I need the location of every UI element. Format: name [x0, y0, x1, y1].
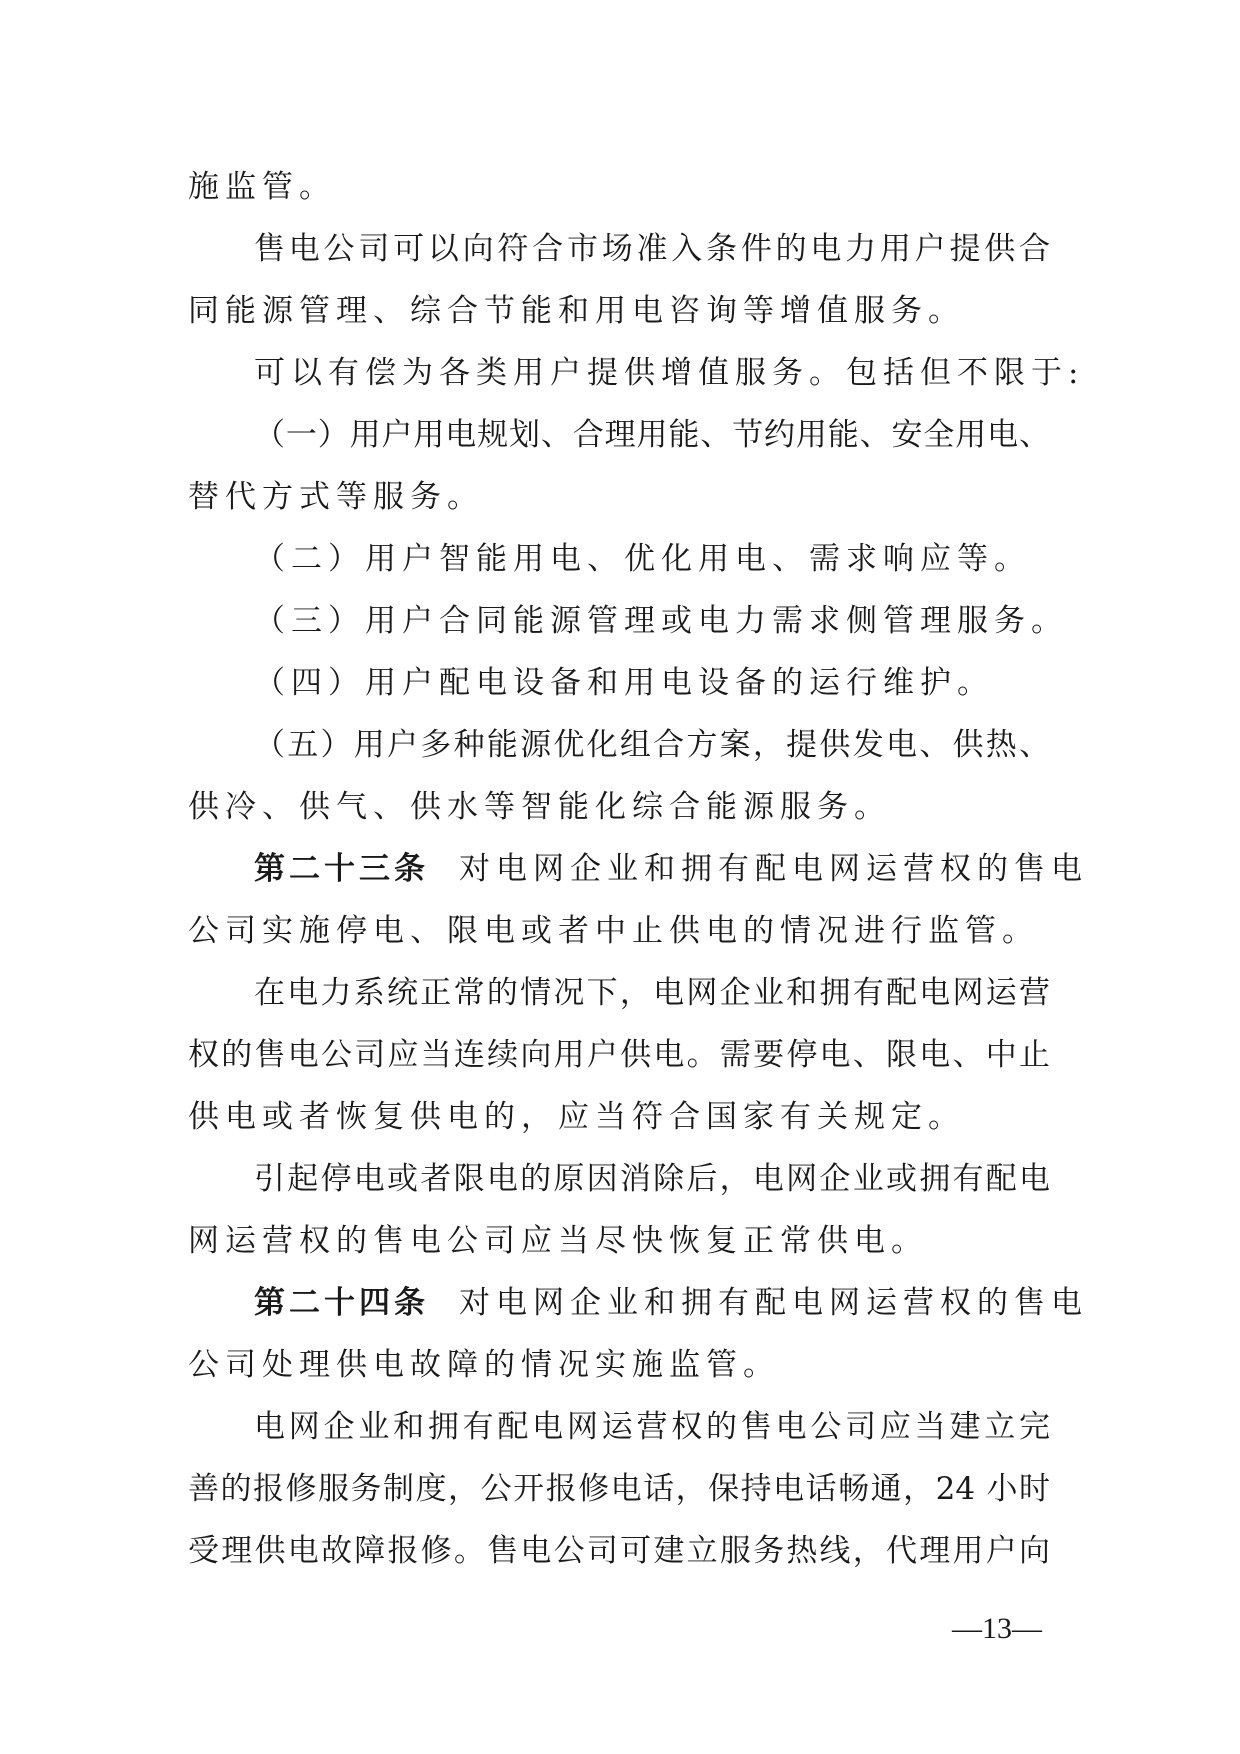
text-line: （四）用户配电设备和用电设备的运行维护。: [254, 665, 994, 701]
text-line: 在电力系统正常的情况下，电网企业和拥有配电网运营: [254, 975, 1050, 1011]
article-heading: 第二十四条: [254, 1285, 429, 1321]
text-line: 可以有偿为各类用户提供增值服务。包括但不限于:: [254, 355, 1085, 391]
text-line: （五）用户多种能源优化组合方案，提供发电、供热、: [254, 727, 1050, 763]
text-line: 网运营权的售电公司应当尽快恢复正常供电。: [188, 1223, 928, 1259]
text-line: 售电公司可以向符合市场准入条件的电力用户提供合: [254, 231, 1050, 267]
text-line: （一）用户用电规划、合理用能、节约用能、安全用电、: [254, 417, 1050, 453]
text-line: 善的报修服务制度，公开报修电话，保持电话畅通，24 小时: [188, 1471, 1050, 1507]
text-line: 受理供电故障报修。售电公司可建立服务热线，代理用户向: [188, 1533, 1050, 1569]
text-line: 公司实施停电、限电或者中止供电的情况进行监管。: [188, 913, 1039, 949]
body-text: [188, 156, 1088, 1582]
text-line: 引起停电或者限电的原因消除后，电网企业或拥有配电: [254, 1161, 1050, 1197]
text-line: 施监管。: [188, 169, 336, 205]
page-number: —13—: [952, 1612, 1042, 1645]
article-heading: 第二十三条: [254, 851, 429, 887]
text-line: 供冷、供气、供水等智能化综合能源服务。: [188, 789, 891, 825]
text-line: 电网企业和拥有配电网运营权的售电公司应当建立完: [254, 1409, 1050, 1445]
article-23-line: [188, 838, 1088, 900]
article-text: 对电网企业和拥有配电网运营权的售电: [459, 851, 1088, 887]
article-24-line: [188, 1272, 1088, 1334]
article-text: 对电网企业和拥有配电网运营权的售电: [459, 1285, 1088, 1321]
text-line: （三）用户合同能源管理或电力需求侧管理服务。: [254, 603, 1068, 639]
text-line: 替代方式等服务。: [188, 479, 484, 515]
text-line: （二）用户智能用电、优化用电、需求响应等。: [254, 541, 1031, 577]
text-line: 公司处理供电故障的情况实施监管。: [188, 1347, 780, 1383]
text-line: 供电或者恢复供电的，应当符合国家有关规定。: [188, 1099, 965, 1135]
text-line: 权的售电公司应当连续向用户供电。需要停电、限电、中止: [188, 1037, 1050, 1073]
text-line: 同能源管理、综合节能和用电咨询等增值服务。: [188, 293, 965, 329]
